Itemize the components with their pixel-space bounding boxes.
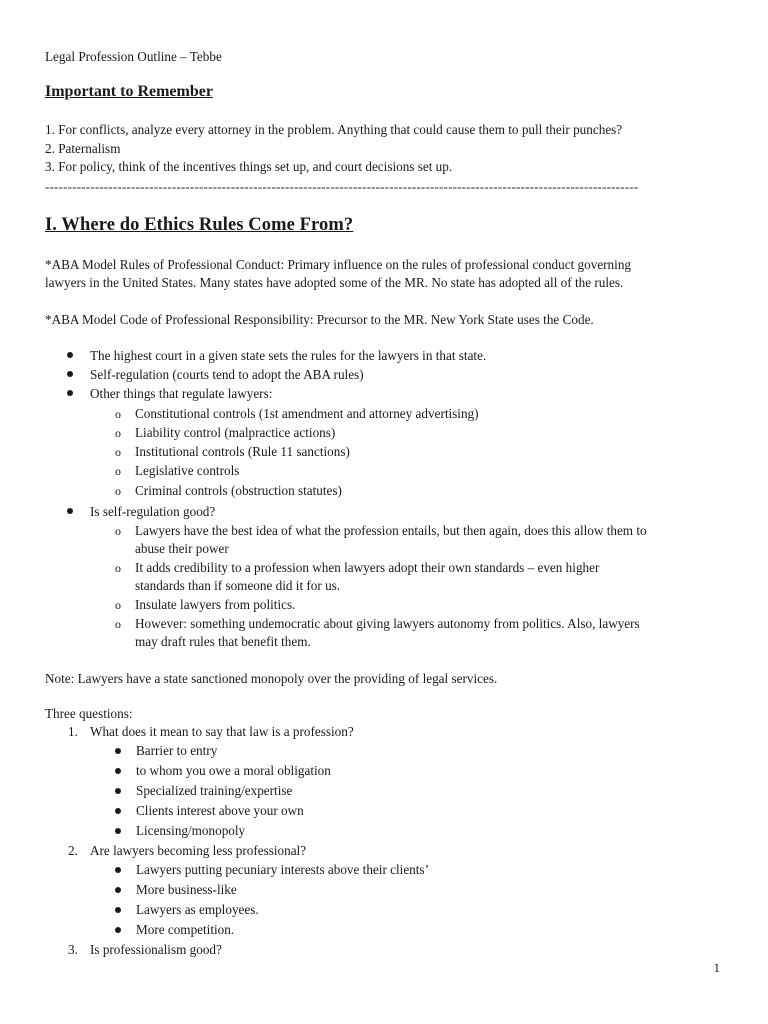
course-title: Legal Profession Outline – Tebbe — [45, 49, 222, 64]
bullet-dot — [115, 907, 121, 913]
bullet-self-regulation: Self-regulation (courts tend to adopt the ABA rules) — [90, 367, 364, 382]
self-reg-item-1-line1: Lawyers have the best idea of what the profession entails, but then again, does this allow them to — [135, 523, 647, 538]
model-code-para: *ABA Model Code of Professional Responsibility: Precursor to the MR. New York State uses the Code. — [45, 312, 594, 327]
regulator-item: Legislative controls — [135, 463, 240, 478]
self-reg-item-2-line1: It adds credibility to a profession when lawyers adopt their own standards – even higher — [135, 560, 600, 575]
bullet-self-regulation-good: Is self-regulation good? — [90, 504, 216, 519]
bullet-dot — [115, 887, 121, 893]
question-sub-item: Lawyers as employees. — [136, 902, 259, 917]
bullet-highest-court: The highest court in a given state sets the rules for the lawyers in that state. — [90, 348, 487, 363]
question-sub-item: Specialized training/expertise — [136, 783, 293, 798]
circle-bullet: o — [115, 445, 121, 459]
regulator-item: Constitutional controls (1st amendment and attorney advertising) — [135, 406, 479, 421]
regulator-item: Institutional controls (Rule 11 sanctions) — [135, 444, 350, 459]
bullet-dot — [67, 390, 73, 396]
bullet-dot — [67, 352, 73, 358]
self-reg-item-3: Insulate lawyers from politics. — [135, 597, 296, 612]
circle-bullet: o — [115, 407, 121, 421]
question-sub-item: Clients interest above your own — [136, 803, 304, 818]
page-number: 1 — [713, 960, 720, 975]
self-reg-item-4-line1: However: something undemocratic about giving lawyers autonomy from politics. Also, lawyers — [135, 616, 640, 631]
circle-bullet: o — [115, 464, 121, 478]
circle-bullet: o — [115, 484, 121, 498]
important-item-2: 2. Paternalism — [45, 141, 121, 156]
bullet-dot — [115, 768, 121, 774]
important-heading: Important to Remember — [45, 83, 213, 100]
bullet-other-regulators: Other things that regulate lawyers: — [90, 386, 273, 401]
question-text: What does it mean to say that law is a profession? — [90, 724, 354, 739]
question-text: Are lawyers becoming less professional? — [90, 843, 307, 858]
bullet-dot — [115, 867, 121, 873]
regulator-item: Criminal controls (obstruction statutes) — [135, 483, 342, 498]
section-heading: I. Where do Ethics Rules Come From? — [45, 215, 354, 235]
bullet-dot — [67, 371, 73, 377]
dashed-divider: ----------------------------------------------------------------------------------------------------------------------------------- — [45, 179, 639, 194]
question-sub-item: Barrier to entry — [136, 743, 218, 758]
question-text: Is professionalism good? — [90, 942, 222, 957]
model-rules-para-line1: *ABA Model Rules of Professional Conduct: Primary influence on the rules of professional conduct governing — [45, 257, 632, 272]
question-sub-item: to whom you owe a moral obligation — [136, 763, 331, 778]
self-reg-item-4-line2: may draft rules that benefit them. — [135, 634, 311, 649]
circle-bullet: o — [115, 524, 121, 538]
note-monopoly: Note: Lawyers have a state sanctioned monopoly over the providing of legal services. — [45, 671, 498, 686]
important-item-3: 3. For policy, think of the incentives things set up, and court decisions set up. — [45, 159, 453, 174]
question-number: 3. — [68, 942, 78, 957]
circle-bullet: o — [115, 617, 121, 631]
question-sub-item: More business-like — [136, 882, 237, 897]
bullet-dot — [115, 788, 121, 794]
circle-bullet: o — [115, 598, 121, 612]
question-number: 1. — [68, 724, 78, 739]
circle-bullet: o — [115, 426, 121, 440]
regulator-item: Liability control (malpractice actions) — [135, 425, 336, 440]
question-sub-item: More competition. — [136, 922, 235, 937]
bullet-dot — [67, 508, 73, 514]
circle-bullet: o — [115, 561, 121, 575]
question-number: 2. — [68, 843, 78, 858]
self-reg-item-1-line2: abuse their power — [135, 541, 229, 556]
bullet-dot — [115, 748, 121, 754]
bullet-dot — [115, 808, 121, 814]
bullet-dot — [115, 927, 121, 933]
question-sub-item: Licensing/monopoly — [136, 823, 246, 838]
three-questions-label: Three questions: — [45, 706, 133, 721]
bullet-dot — [115, 828, 121, 834]
question-sub-item: Lawyers putting pecuniary interests above their clients’ — [136, 862, 429, 877]
self-reg-item-2-line2: standards than if someone did it for us. — [135, 578, 341, 593]
important-item-1: 1. For conflicts, analyze every attorney in the problem. Anything that could cause them to pull their punches? — [45, 122, 623, 137]
model-rules-para-line2: lawyers in the United States. Many states have adopted some of the MR. No state has adopted all of the rules. — [45, 275, 624, 290]
